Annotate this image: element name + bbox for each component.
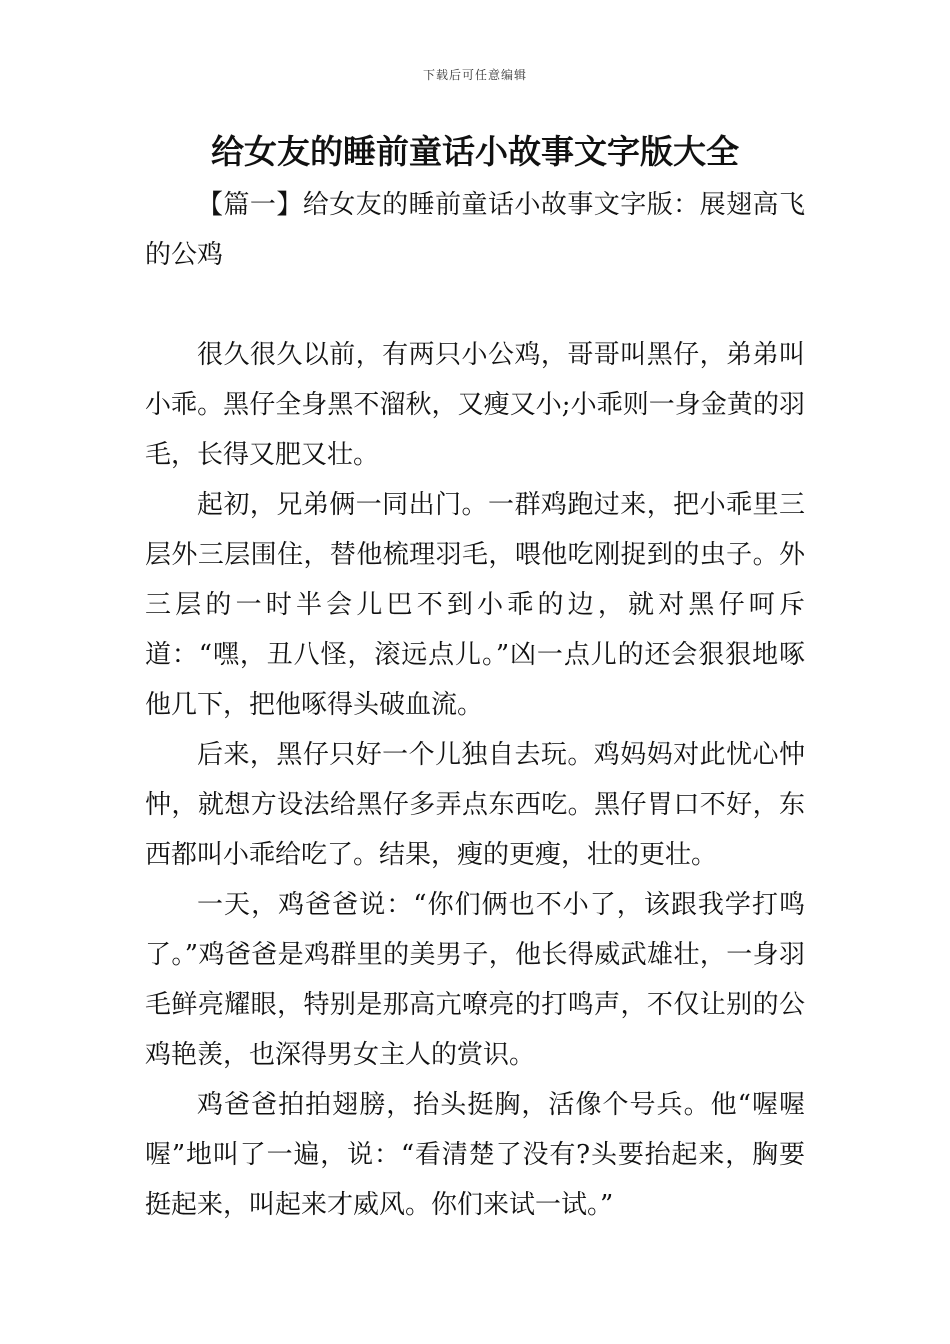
section-heading: 【篇一】给女友的睡前童话小故事文字版：展翅高飞的公鸡 (145, 190, 805, 270)
paragraph-1: 很久很久以前，有两只小公鸡，哥哥叫黑仔，弟弟叫小乖。黑仔全身黑不溜秋，又瘦又小;小乖则一身金黄的羽毛，长得又肥又壮。 (145, 340, 805, 470)
paragraph-3: 后来，黑仔只好一个儿独自去玩。鸡妈妈对此忧心忡忡，就想方设法给黑仔多弄点东西吃。黑仔胃口不好，东西都叫小乖给吃了。结果，瘦的更瘦，壮的更壮。 (145, 740, 805, 870)
header-note: 下载后可任意编辑 (422, 68, 527, 82)
document-title: 给女友的睡前童话小故事文字版大全 (211, 132, 739, 171)
document-body (145, 180, 805, 1230)
paragraph-5: 鸡爸爸拍拍翅膀，抬头挺胸，活像个号兵。他“喔喔喔”地叫了一遍，说：“看清楚了没有?头要抬起来，胸要挺起来，叫起来才威风。你们来试一试。” (145, 1090, 805, 1220)
paragraph-4: 一天，鸡爸爸说：“你们俩也不小了，该跟我学打鸣了。”鸡爸爸是鸡群里的美男子，他长得威武雄壮，一身羽毛鲜亮耀眼，特别是那高亢嘹亮的打鸣声，不仅让别的公鸡艳羡，也深得男女主人的赏识。 (145, 890, 805, 1070)
paragraph-2: 起初，兄弟俩一同出门。一群鸡跑过来，把小乖里三层外三层围住，替他梳理羽毛，喂他吃刚捉到的虫子。外三层的一时半会儿巴不到小乖的边，就对黑仔呵斥道：“嘿，丑八怪，滚远点儿。”凶一点儿的还会狠狠地啄他几下，把他啄得头破血流。 (145, 490, 805, 720)
